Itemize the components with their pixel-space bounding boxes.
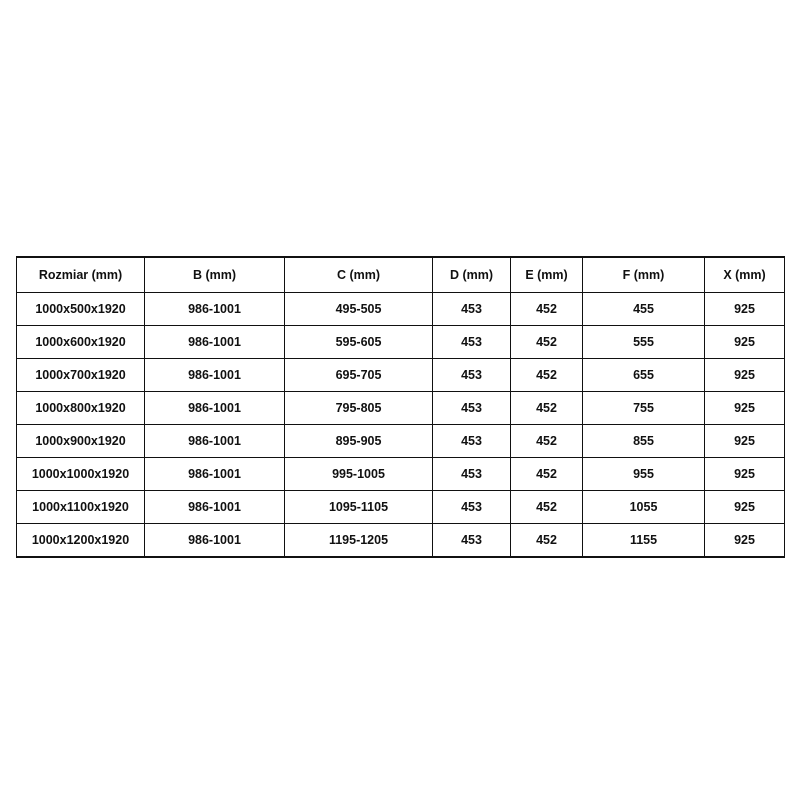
table-row <box>17 524 785 558</box>
table-body <box>17 293 785 558</box>
dimensions-table-container <box>16 256 784 558</box>
cell-e: 452 <box>511 491 583 524</box>
cell-x: 925 <box>705 524 785 558</box>
column-header-b: B (mm) <box>145 257 285 293</box>
table-row <box>17 491 785 524</box>
column-header-f: F (mm) <box>583 257 705 293</box>
cell-size: 1000x500x1920 <box>17 293 145 326</box>
cell-b: 986-1001 <box>145 524 285 558</box>
cell-x: 925 <box>705 326 785 359</box>
cell-f: 655 <box>583 359 705 392</box>
cell-x: 925 <box>705 491 785 524</box>
cell-c: 495-505 <box>285 293 433 326</box>
cell-f: 755 <box>583 392 705 425</box>
cell-e: 452 <box>511 326 583 359</box>
column-header-d: D (mm) <box>433 257 511 293</box>
cell-f: 855 <box>583 425 705 458</box>
cell-size: 1000x700x1920 <box>17 359 145 392</box>
table-row <box>17 458 785 491</box>
cell-d: 453 <box>433 458 511 491</box>
cell-e: 452 <box>511 458 583 491</box>
cell-c: 695-705 <box>285 359 433 392</box>
cell-x: 925 <box>705 425 785 458</box>
cell-b: 986-1001 <box>145 425 285 458</box>
cell-d: 453 <box>433 524 511 558</box>
cell-d: 453 <box>433 392 511 425</box>
cell-c: 1095-1105 <box>285 491 433 524</box>
cell-size: 1000x600x1920 <box>17 326 145 359</box>
cell-c: 895-905 <box>285 425 433 458</box>
cell-size: 1000x1000x1920 <box>17 458 145 491</box>
column-header-c: C (mm) <box>285 257 433 293</box>
cell-f: 555 <box>583 326 705 359</box>
table-header-row <box>17 257 785 293</box>
table-row <box>17 392 785 425</box>
cell-e: 452 <box>511 425 583 458</box>
cell-c: 1195-1205 <box>285 524 433 558</box>
cell-x: 925 <box>705 392 785 425</box>
cell-f: 955 <box>583 458 705 491</box>
table-header <box>17 257 785 293</box>
cell-e: 452 <box>511 392 583 425</box>
cell-b: 986-1001 <box>145 392 285 425</box>
cell-b: 986-1001 <box>145 458 285 491</box>
cell-d: 453 <box>433 293 511 326</box>
cell-size: 1000x900x1920 <box>17 425 145 458</box>
cell-f: 455 <box>583 293 705 326</box>
table-row <box>17 293 785 326</box>
cell-b: 986-1001 <box>145 293 285 326</box>
cell-size: 1000x1100x1920 <box>17 491 145 524</box>
cell-b: 986-1001 <box>145 491 285 524</box>
cell-size: 1000x1200x1920 <box>17 524 145 558</box>
cell-e: 452 <box>511 524 583 558</box>
cell-d: 453 <box>433 491 511 524</box>
dimensions-table <box>16 256 785 558</box>
cell-x: 925 <box>705 293 785 326</box>
column-header-e: E (mm) <box>511 257 583 293</box>
cell-c: 595-605 <box>285 326 433 359</box>
cell-f: 1155 <box>583 524 705 558</box>
column-header-x: X (mm) <box>705 257 785 293</box>
table-row <box>17 425 785 458</box>
cell-size: 1000x800x1920 <box>17 392 145 425</box>
cell-d: 453 <box>433 326 511 359</box>
table-row <box>17 359 785 392</box>
column-header-size: Rozmiar (mm) <box>17 257 145 293</box>
cell-e: 452 <box>511 359 583 392</box>
cell-d: 453 <box>433 359 511 392</box>
table-row <box>17 326 785 359</box>
cell-e: 452 <box>511 293 583 326</box>
cell-c: 995-1005 <box>285 458 433 491</box>
cell-c: 795-805 <box>285 392 433 425</box>
cell-b: 986-1001 <box>145 359 285 392</box>
cell-b: 986-1001 <box>145 326 285 359</box>
cell-x: 925 <box>705 458 785 491</box>
cell-f: 1055 <box>583 491 705 524</box>
cell-d: 453 <box>433 425 511 458</box>
cell-x: 925 <box>705 359 785 392</box>
